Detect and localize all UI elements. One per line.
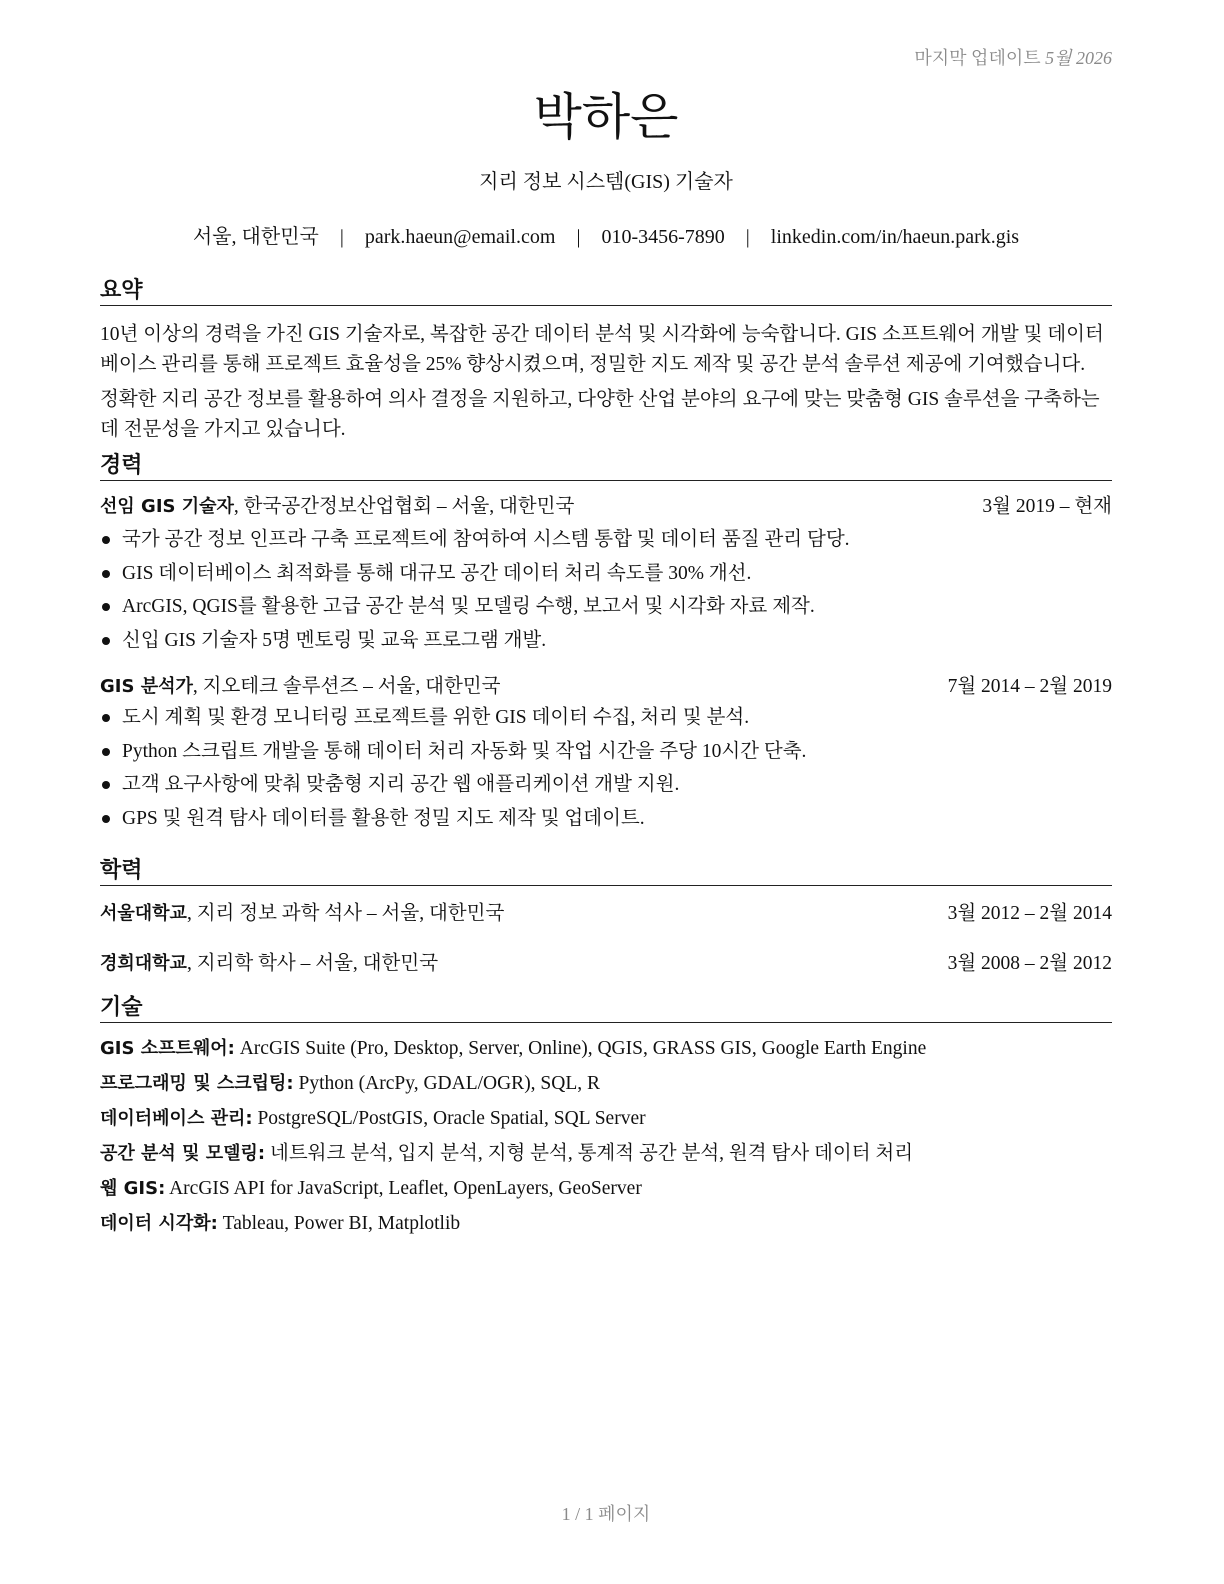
skill-label: 데이터베이스 관리: (100, 1108, 253, 1129)
education-entry (100, 900, 1112, 928)
resume-page (100, 0, 1112, 1584)
skill-label: 데이터 시각화: (100, 1213, 218, 1234)
skill-row (100, 1101, 1112, 1136)
last-updated-month: 5월 (1045, 48, 1072, 68)
skill-value: Python (ArcPy, GDAL/OGR), SQL, R (293, 1073, 601, 1094)
bullet-dot-icon (102, 748, 110, 756)
education-detail: , 지리학 학사 – 서울, 대한민국 (186, 953, 439, 974)
page-number: 1 / 1 페이지 (561, 1504, 651, 1524)
education-section (100, 857, 1112, 978)
skills-section (100, 994, 1112, 1241)
skill-value: Tableau, Power BI, Matplotlib (217, 1213, 461, 1234)
job-bullet-text: GPS 및 원격 탐사 데이터를 활용한 정밀 지도 제작 및 업데이트. (122, 807, 645, 829)
job-bullet-text: 고객 요구사항에 맞춰 맞춤형 지리 공간 웹 애플리케이션 개발 지원. (122, 774, 680, 795)
job-dates: 3월 2019 – 현재 (982, 496, 1112, 517)
contact-email[interactable]: park.haeun@email.com (364, 226, 556, 248)
skills-heading: 기술 (100, 994, 1112, 1023)
skill-row (100, 1206, 1112, 1241)
skill-row (100, 1066, 1112, 1101)
education-heading: 학력 (100, 857, 1112, 886)
contact-phone: 010-3456-7890 (601, 226, 725, 248)
bullet-dot-icon (102, 637, 110, 645)
education-dates: 3월 2012 – 2월 2014 (947, 903, 1112, 924)
education-school: 경희대학교 (100, 953, 187, 974)
job-org: , 지오테크 솔루션즈 – 서울, 대한민국 (192, 676, 501, 697)
job-bullet-text: Python 스크립트 개발을 통해 데이터 처리 자동화 및 작업 시간을 주당 10시간 단축. (122, 740, 807, 762)
summary-heading: 요약 (100, 277, 1112, 306)
candidate-name: 박하은 (533, 88, 679, 146)
contact-separator: | (576, 226, 581, 248)
job-bullet-text: 국가 공간 정보 인프라 구축 프로젝트에 참여하여 시스템 통합 및 데이터 품질 관리 담당. (122, 529, 850, 550)
job-bullet (100, 802, 1112, 836)
contact-separator: | (339, 226, 344, 248)
bullet-dot-icon (102, 714, 110, 722)
job-bullet (100, 768, 1112, 802)
skill-label: 프로그래밍 및 스크립팅: (100, 1073, 294, 1094)
education-school: 서울대학교 (100, 903, 187, 924)
contact-separator: | (745, 226, 750, 248)
skills-list (100, 1031, 1112, 1241)
bullet-dot-icon (102, 781, 110, 789)
job-entry (100, 493, 1112, 657)
skill-row (100, 1136, 1112, 1171)
job-bullet-text: GIS 데이터베이스 최적화를 통해 대규모 공간 데이터 처리 속도를 30% 개선. (122, 562, 752, 584)
education-entry (100, 950, 1112, 978)
skill-label: GIS 소프트웨어: (100, 1038, 235, 1059)
job-header (100, 493, 1112, 521)
job-org: , 한국공간정보산업협회 – 서울, 대한민국 (233, 496, 575, 517)
skill-value: PostgreSQL/PostGIS, Oracle Spatial, SQL Server (252, 1108, 646, 1129)
job-header (100, 673, 1112, 701)
candidate-title: 지리 정보 시스템(GIS) 기술자 (479, 171, 733, 193)
skill-label: 웹 GIS: (100, 1178, 166, 1199)
job-bullets (100, 701, 1112, 835)
skill-value: ArcGIS Suite (Pro, Desktop, Server, Online), QGIS, GRASS GIS, Google Earth Engine (234, 1038, 927, 1059)
skill-row (100, 1031, 1112, 1066)
job-bullet (100, 701, 1112, 735)
job-bullet (100, 735, 1112, 769)
skill-label: 공간 분석 및 모델링: (100, 1143, 266, 1164)
job-role: GIS 분석가 (100, 676, 193, 697)
job-bullet-text: 신입 GIS 기술자 5명 멘토링 및 교육 프로그램 개발. (122, 629, 547, 651)
contact-linkedin[interactable]: linkedin.com/in/haeun.park.gis (770, 226, 1020, 248)
experience-heading: 경력 (100, 452, 1112, 481)
bullet-dot-icon (102, 536, 110, 544)
bullet-dot-icon (102, 570, 110, 578)
education-dates: 3월 2008 – 2월 2012 (947, 953, 1112, 974)
last-updated (914, 44, 1112, 70)
job-bullet-text: 도시 계획 및 환경 모니터링 프로젝트를 위한 GIS 데이터 수집, 처리 및 분석. (122, 707, 750, 728)
job-role: 선임 GIS 기술자 (100, 496, 234, 517)
contact-line (100, 223, 1112, 251)
summary-section (100, 277, 1112, 445)
job-dates: 7월 2014 – 2월 2019 (947, 676, 1112, 697)
last-updated-label: 마지막 업데이트 (914, 48, 1041, 68)
job-bullet (100, 523, 1112, 557)
experience-section (100, 452, 1112, 835)
summary-paragraph: 10년 이상의 경력을 가진 GIS 기술자로, 복잡한 공간 데이터 분석 및 시각화에 능숙합니다. GIS 소프트웨어 개발 및 데이터베이스 관리를 통해 프로젝트 효율성을 25% 향상시켰으며, 정밀한 지도 제작 및 공간 분석 솔루션 제공에 기여했습니다. (100, 324, 1104, 375)
job-bullet (100, 557, 1112, 591)
job-entry (100, 673, 1112, 835)
education-detail: , 지리 정보 과학 석사 – 서울, 대한민국 (186, 903, 505, 924)
contact-location: 서울, 대한민국 (192, 226, 319, 248)
job-bullet (100, 624, 1112, 658)
last-updated-year: 2026 (1076, 48, 1112, 68)
bullet-dot-icon (102, 603, 110, 611)
summary-paragraph: 정확한 지리 공간 정보를 활용하여 의사 결정을 지원하고, 다양한 산업 분야의 요구에 맞는 맞춤형 GIS 솔루션을 구축하는 데 전문성을 가지고 있습니다. (100, 389, 1100, 440)
job-bullet (100, 590, 1112, 624)
job-bullets (100, 523, 1112, 657)
skill-value: ArcGIS API for JavaScript, Leaflet, OpenLayers, GeoServer (165, 1178, 642, 1199)
bullet-dot-icon (102, 815, 110, 823)
job-bullet-text: ArcGIS, QGIS를 활용한 고급 공간 분석 및 모델링 수행, 보고서 및 시각화 자료 제작. (122, 596, 815, 617)
skill-row (100, 1171, 1112, 1206)
skill-value: 네트워크 분석, 입지 분석, 지형 분석, 통계적 공간 분석, 원격 탐사 데이터 처리 (265, 1143, 914, 1164)
